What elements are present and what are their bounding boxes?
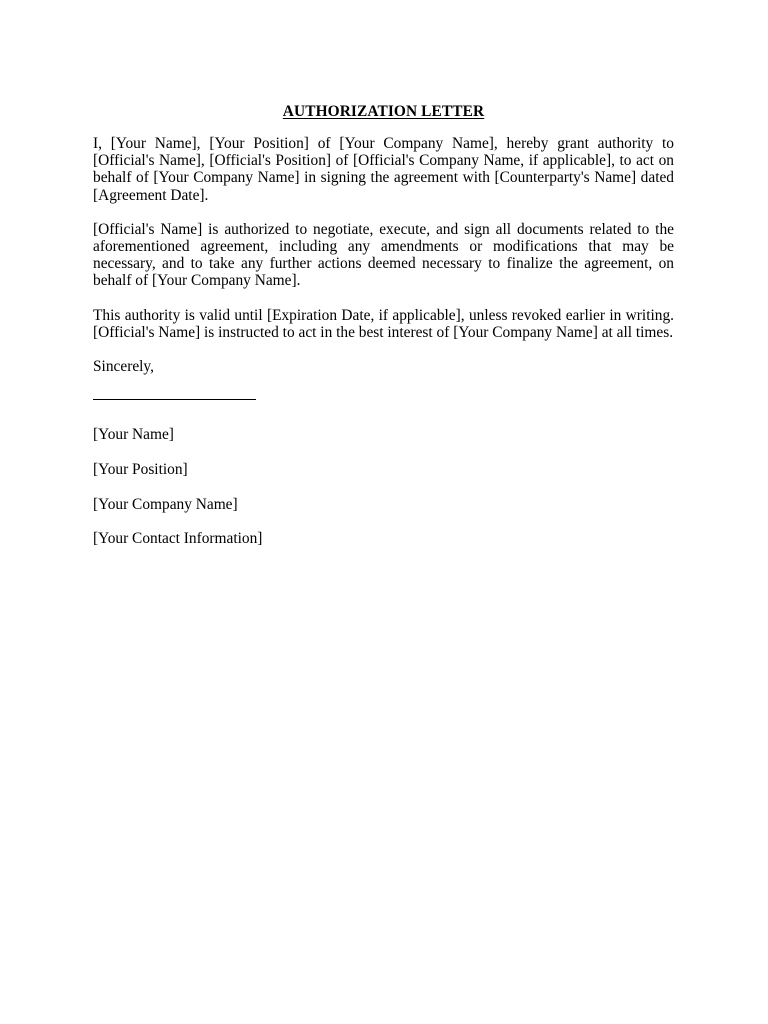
closing-salutation: Sincerely, bbox=[93, 358, 154, 376]
signature-position: [Your Position] bbox=[93, 460, 188, 478]
paragraph-validity: This authority is valid until [Expiration Date, if applicable], unless revoked earlier in writing. [Official's Name] is instructed to act in the best interest of [Your Company Name] at all times. bbox=[93, 306, 674, 341]
paragraph-grant-authority: I, [Your Name], [Your Position] of [Your Company Name], hereby grant authority to [Official's Name], [Official's Position] of [Official's Company Name, if applicable], to act on behalf of [Your Company Name] in signing the agreement with [Counterparty's Name] dated [Agreement Date]. bbox=[93, 135, 674, 204]
paragraph-scope: [Official's Name] is authorized to negotiate, execute, and sign all documents related to the aforementioned agreement, including any amendments or modifications that may be necessary, and to take any further actions deemed necessary to finalize the agreement, on behalf of [Your Company Name]. bbox=[93, 220, 674, 290]
letter-page bbox=[93, 103, 674, 565]
letter-title: AUTHORIZATION LETTER bbox=[282, 103, 485, 120]
signature-contact: [Your Contact Information] bbox=[93, 530, 263, 548]
signature-company: [Your Company Name] bbox=[93, 495, 238, 513]
signature-name: [Your Name] bbox=[93, 426, 174, 444]
signature-line bbox=[93, 399, 256, 400]
